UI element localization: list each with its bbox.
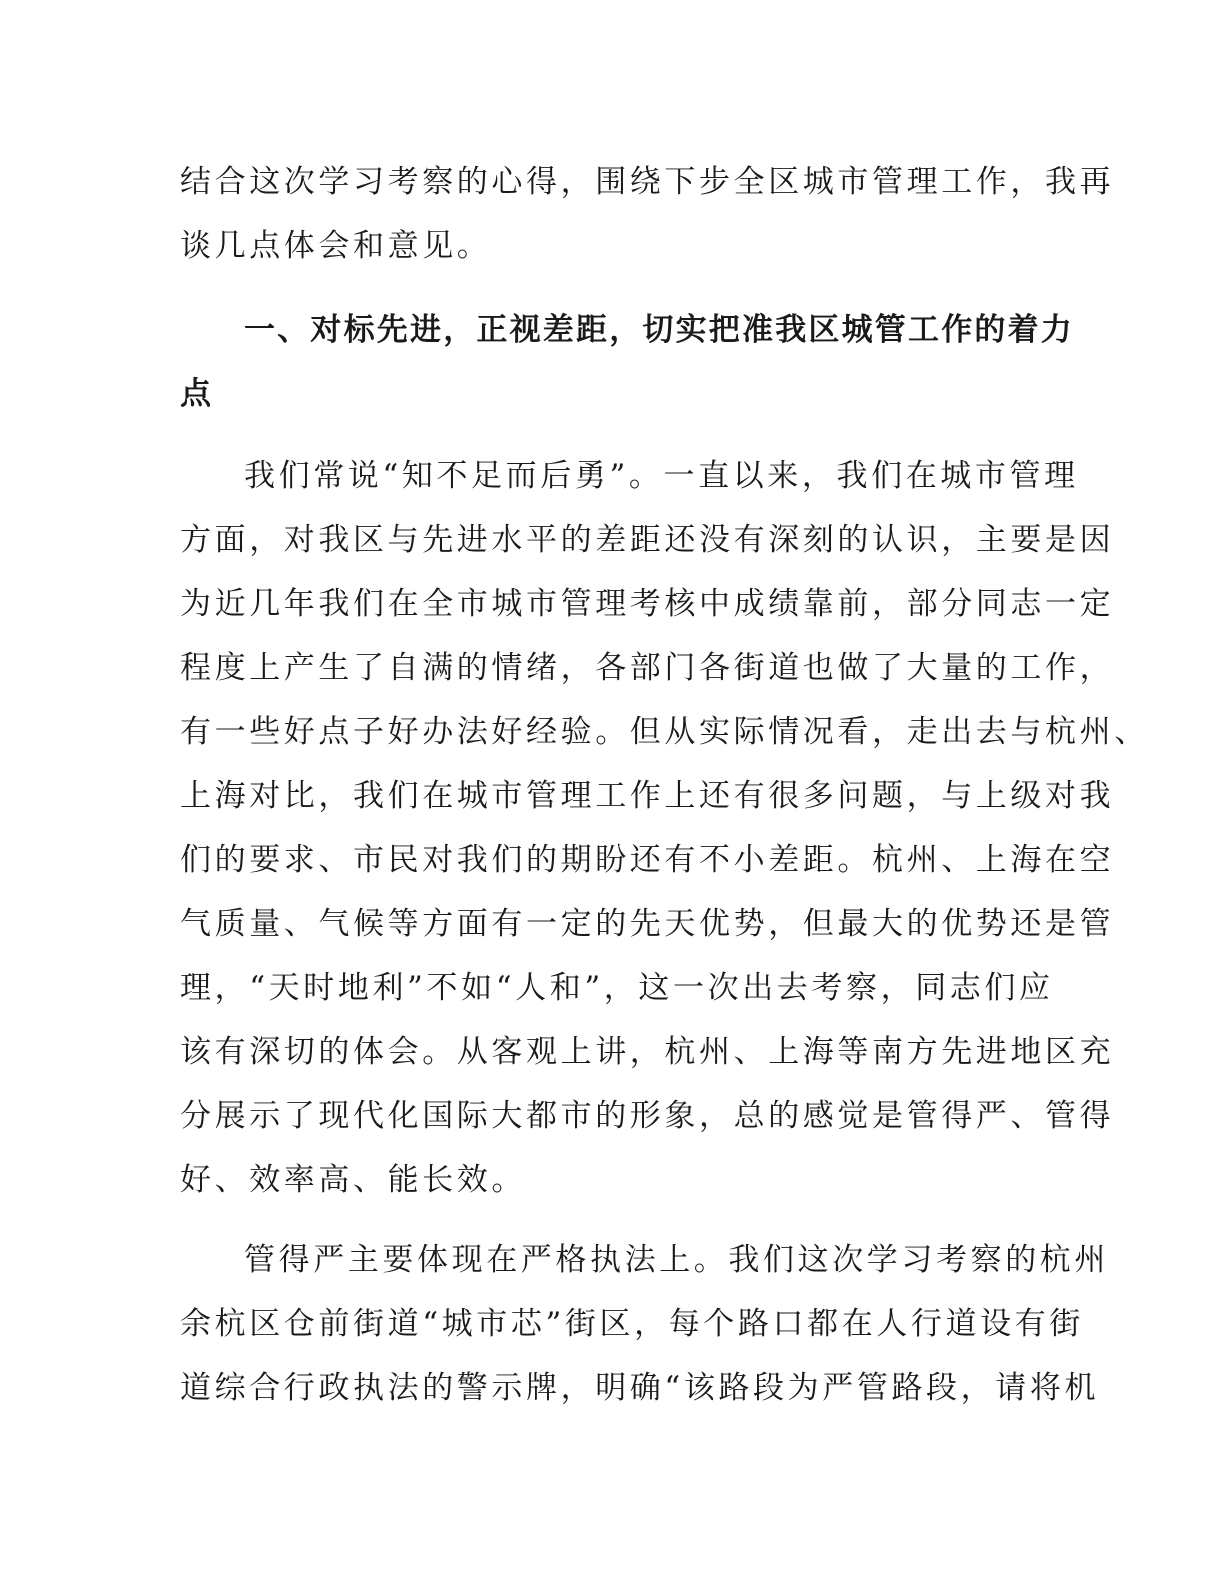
paragraph-3-line-6: 上海对比，我们在城市管理工作上还有很多问题，与上级对我 [180,778,1115,814]
paragraph-3-line-7: 们的要求、市民对我们的期盼还有不小差距。杭州、上海在空 [180,842,1115,878]
paragraph-3-line-12: 好、效率高、能长效。 [180,1162,526,1198]
paragraph-4-line-3: 道综合行政执法的警示牌，明确“该路段为严管路段，请将机 [180,1370,1100,1406]
paragraph-4-line-2: 余杭区仓前街道“城市芯”街区，每个路口都在人行道设有街 [180,1306,1084,1342]
paragraph-3-line-3: 为近几年我们在全市城市管理考核中成绩靠前，部分同志一定 [180,586,1115,622]
paragraph-1-line-2: 谈几点体会和意见。 [180,228,492,264]
paragraph-3-line-9: 理，“天时地利”不如“人和”，这一次出去考察，同志们应 [180,970,1054,1006]
section-heading-line-2: 点 [180,376,214,412]
paragraph-3-line-10: 该有深切的体会。从客观上讲，杭州、上海等南方先进地区充 [180,1034,1115,1070]
paragraph-1-line-1: 结合这次学习考察的心得，围绕下步全区城市管理工作，我再 [180,164,1115,200]
paragraph-4-line-1: 管得严主要体现在严格执法上。我们这次学习考察的杭州 [244,1242,1109,1278]
paragraph-3-line-8: 气质量、气候等方面有一定的先天优势，但最大的优势还是管 [180,906,1115,942]
paragraph-3-line-2: 方面，对我区与先进水平的差距还没有深刻的认识，主要是因 [180,522,1115,558]
section-heading-line-1: 一、对标先进，正视差距，切实把准我区城管工作的着力 [244,312,1074,348]
paragraph-3-line-5: 有一些好点子好办法好经验。但从实际情况看，走出去与杭州、 [180,714,1149,750]
paragraph-3-line-1: 我们常说“知不足而后勇”。一直以来，我们在城市管理 [244,458,1079,494]
paragraph-3-line-4: 程度上产生了自满的情绪，各部门各街道也做了大量的工作， [180,650,1115,686]
paragraph-3-line-11: 分展示了现代化国际大都市的形象，总的感觉是管得严、管得 [180,1098,1115,1134]
